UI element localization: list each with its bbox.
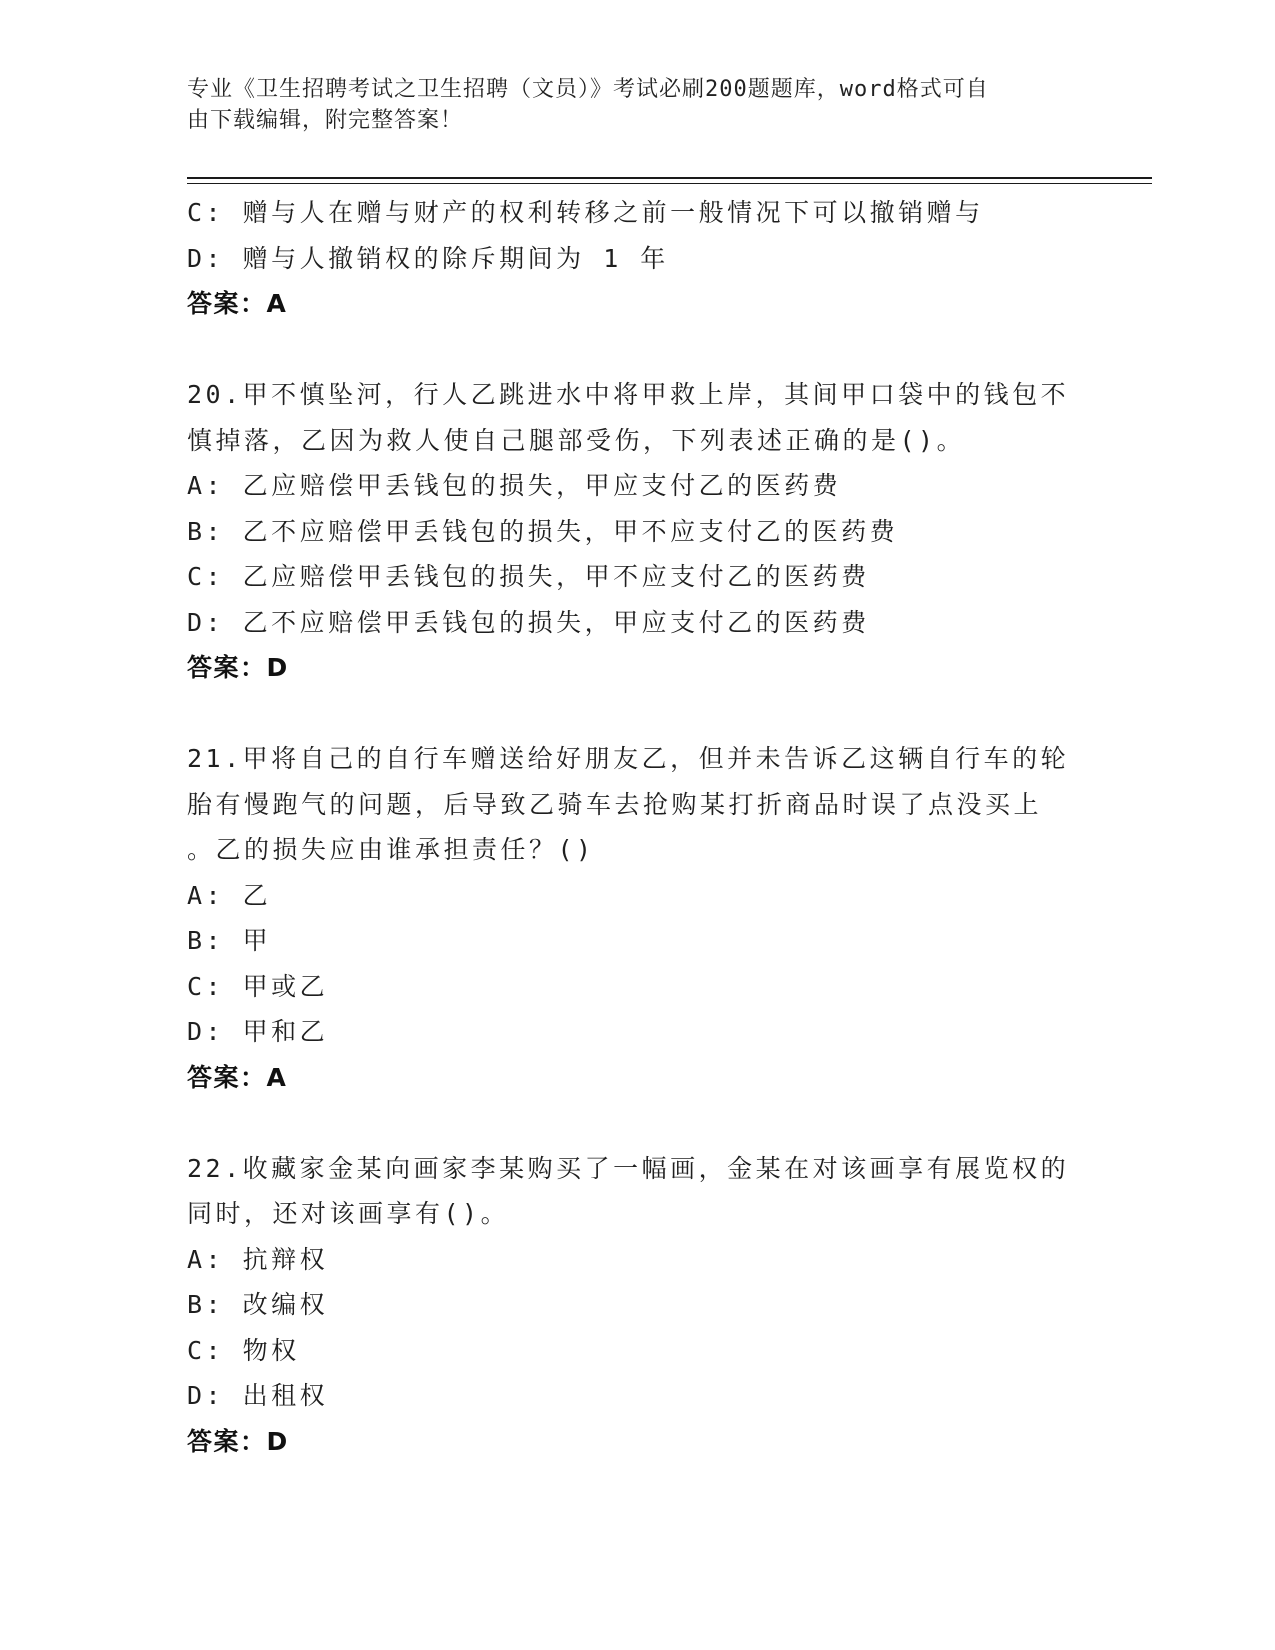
question-list xyxy=(187,190,1087,1464)
question-stem: 胎有慢跑气的问题，后导致乙骑车去抢购某打折商品时误了点没买上 xyxy=(187,789,1043,819)
answer-line: 答案：D xyxy=(187,653,289,682)
option-c: C: 物权 xyxy=(187,1335,300,1365)
header-line-2: 由下载编辑，附完整答案！ xyxy=(187,108,464,133)
option-d: D: 乙不应赔偿甲丢钱包的损失，甲应支付乙的医药费 xyxy=(187,607,870,637)
question-block-21 xyxy=(187,736,1087,1100)
question-stem: 慎掉落，乙因为救人使自己腿部受伤，下列表述正确的是()。 xyxy=(187,425,966,455)
question-block-prev xyxy=(187,190,1087,327)
option-d: D: 甲和乙 xyxy=(187,1017,329,1046)
answer-line: 答案：A xyxy=(187,1062,288,1092)
question-stem: 。乙的损失应由谁承担责任？() xyxy=(187,835,595,864)
answer-line: 答案：A xyxy=(187,289,288,318)
question-stem: 同时，还对该画享有()。 xyxy=(187,1199,510,1228)
option-a: A: 乙 xyxy=(187,880,272,910)
header-rule-thin xyxy=(187,183,1152,184)
header-rule-thick xyxy=(187,177,1152,179)
question-stem: 20.甲不慎坠河，行人乙跳进水中将甲救上岸，其间甲口袋中的钱包不 xyxy=(187,380,1070,409)
option-c: C: 赠与人在赠与财产的权利转移之前一般情况下可以撤销赠与 xyxy=(187,198,984,227)
option-c: C: 乙应赔偿甲丢钱包的损失，甲不应支付乙的医药费 xyxy=(187,562,870,591)
option-b: B: 乙不应赔偿甲丢钱包的损失，甲不应支付乙的医药费 xyxy=(187,516,899,546)
question-block-22 xyxy=(187,1146,1087,1465)
option-a: A: 抗辩权 xyxy=(187,1244,329,1274)
option-c: C: 甲或乙 xyxy=(187,971,329,1001)
option-d: D: 赠与人撤销权的除斥期间为 1 年 xyxy=(187,243,669,273)
spacer xyxy=(187,1100,1087,1146)
document-header xyxy=(187,74,1067,136)
option-b: B: 改编权 xyxy=(187,1290,329,1319)
header-line-1: 专业《卫生招聘考试之卫生招聘（文员）》考试必刷200题题库，word格式可自 xyxy=(187,77,989,102)
option-d: D: 出租权 xyxy=(187,1381,329,1410)
question-block-20 xyxy=(187,372,1087,691)
answer-line: 答案：D xyxy=(187,1426,289,1456)
question-stem: 21.甲将自己的自行车赠送给好朋友乙，但并未告诉乙这辆自行车的轮 xyxy=(187,744,1070,773)
spacer xyxy=(187,691,1087,737)
spacer xyxy=(187,327,1087,373)
option-a: A: 乙应赔偿甲丢钱包的损失，甲应支付乙的医药费 xyxy=(187,471,842,500)
question-stem: 22.收藏家金某向画家李某购买了一幅画，金某在对该画享有展览权的 xyxy=(187,1153,1070,1183)
option-b: B: 甲 xyxy=(187,926,272,955)
